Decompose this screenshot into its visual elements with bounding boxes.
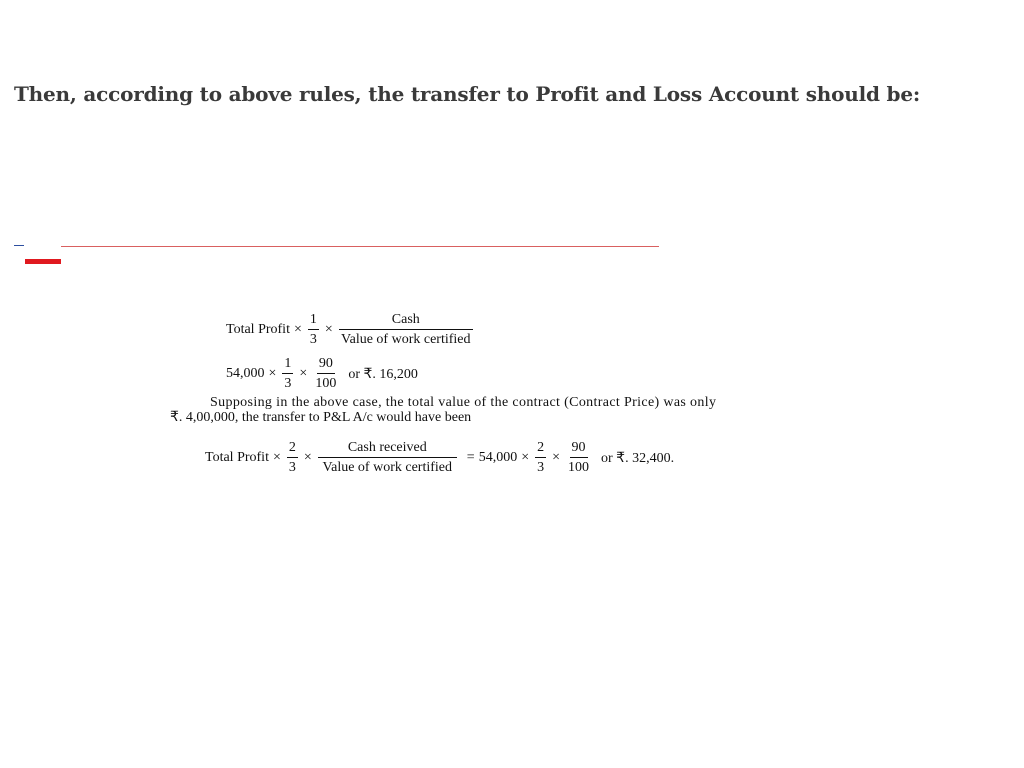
formula3-ninety-numerator: 90: [570, 441, 588, 458]
formula-total-profit-one-third: [226, 313, 475, 347]
formula1-cash-denominator: Value of work certified: [341, 332, 471, 347]
formula1-fraction-denominator: 3: [309, 332, 317, 347]
formula2-ninety-numerator: 90: [317, 357, 335, 374]
formula3-result: or ₹. 32,400.: [601, 450, 675, 466]
formula2-times-b: ×: [299, 366, 308, 381]
explanation-paragraph: [170, 395, 740, 425]
formula3-ninety-denominator: 100: [568, 460, 589, 475]
formula3-fraction-cash-received: [318, 441, 457, 475]
formula3-fraction-denominator: 3: [288, 460, 296, 475]
formula2-result: or ₹. 16,200: [348, 366, 418, 382]
formula3-two-thirds-numerator: 2: [535, 441, 546, 458]
decorative-tick: [14, 245, 24, 246]
formula3-times-c: ×: [521, 450, 530, 465]
formula-total-profit-two-thirds: [205, 441, 674, 475]
formula3-cash-denominator: Value of work certified: [322, 460, 452, 475]
formula1-times-a: ×: [293, 322, 302, 337]
formula3-fraction-ninety-percent: [566, 441, 591, 475]
formula1-cash-numerator: Cash: [339, 313, 473, 330]
explanation-line-1: Supposing in the above case, the total value of the contract (Contract Price) was only: [210, 395, 717, 410]
formula3-fraction-numerator: 2: [287, 441, 298, 458]
formula2-times-a: ×: [268, 366, 277, 381]
formula3-fraction-two-thirds-b: [535, 441, 546, 475]
formula2-fraction-one-third: [282, 357, 293, 391]
formula2-fraction-numerator: 1: [282, 357, 293, 374]
formula1-fraction-cash: [339, 313, 473, 347]
formula3-lead: 54,000: [478, 450, 518, 465]
formula-image: [165, 305, 745, 485]
formula3-times-d: ×: [552, 450, 560, 465]
formula3-fraction-two-thirds: [287, 441, 298, 475]
formula2-fraction-ninety-percent: [313, 357, 338, 391]
formula-numeric-16200: [226, 357, 418, 391]
formula1-fraction-numerator: 1: [308, 313, 319, 330]
formula3-equals: =: [466, 450, 475, 465]
formula2-fraction-denominator: 3: [284, 376, 292, 391]
formula3-two-thirds-denominator: 3: [537, 460, 545, 475]
formula3-times-b: ×: [303, 450, 312, 465]
formula2-lead: 54,000: [226, 366, 265, 381]
section-heading: Then, according to above rules, the transfer to Profit and Loss Account should be:: [14, 82, 921, 106]
formula1-label: Total Profit: [226, 322, 290, 337]
formula3-cash-numerator: Cash received: [318, 441, 457, 458]
formula1-fraction-one-third: [308, 313, 319, 347]
formula2-ninety-denominator: 100: [315, 376, 337, 391]
decorative-rule: [61, 246, 659, 247]
formula1-times-b: ×: [324, 322, 333, 337]
explanation-line-2: ₹. 4,00,000, the transfer to P&L A/c would have been: [170, 410, 472, 425]
formula3-times-a: ×: [272, 450, 281, 465]
decorative-red-bar: [25, 259, 61, 264]
formula3-label: Total Profit: [205, 450, 269, 465]
